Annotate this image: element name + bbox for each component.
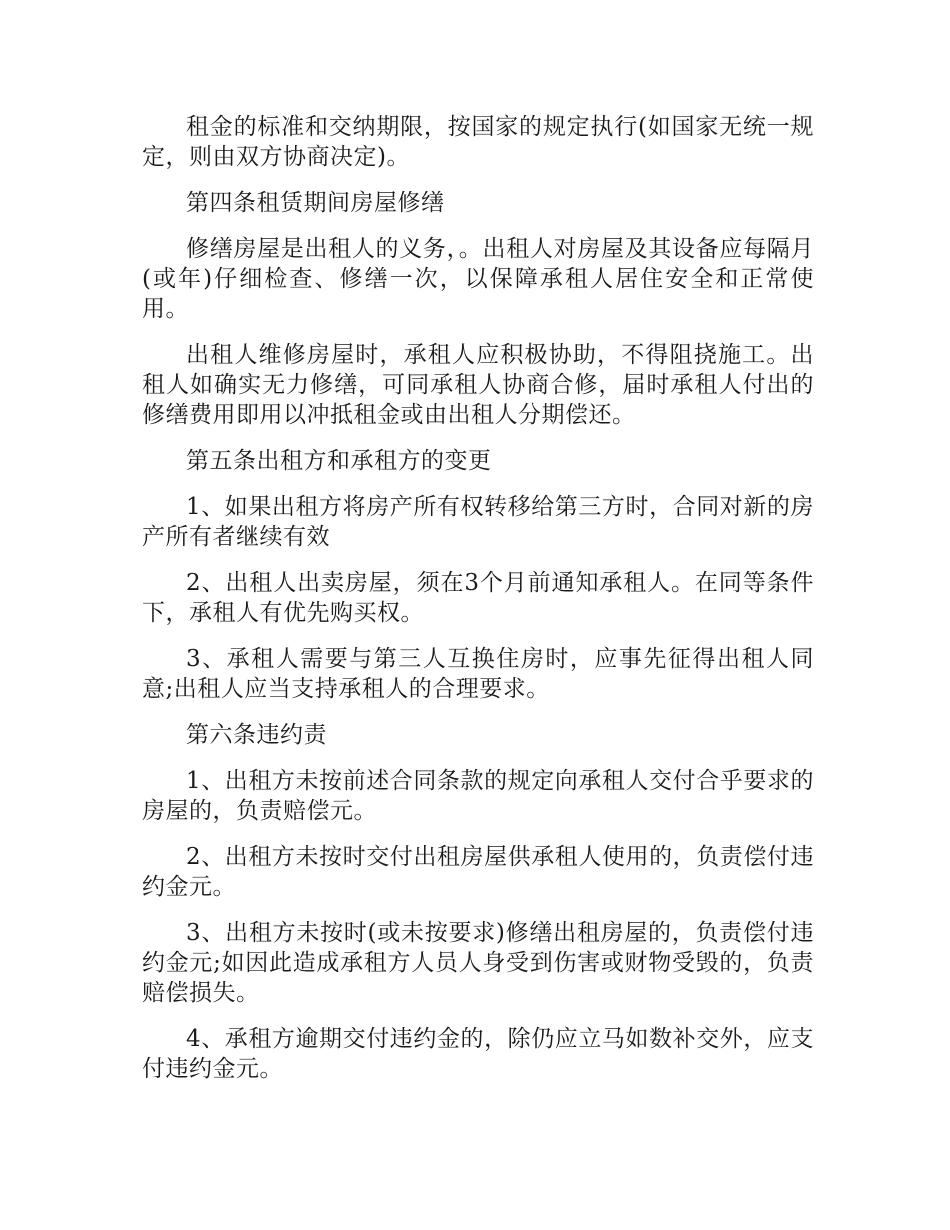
repair-duty-paragraph: 修缮房屋是出租人的义务，。出租人对房屋及其设备应每隔月(或年)仔细检查、修缮一次，以保障承租人居住安全和正常使用。 bbox=[142, 236, 814, 322]
repair-cooperation-paragraph: 出租人维修房屋时，承租人应积极协助，不得阻挠施工。出租人如确实无力修缮，可同承租人协商合修，届时承租人付出的修缮费用即用以冲抵租金或由出租人分期偿还。 bbox=[142, 342, 814, 428]
breach-clause-1: 1、出租方未按前述合同条款的规定向承租人交付合乎要求的房屋的，负责赔偿元。 bbox=[142, 768, 814, 824]
rent-standard-paragraph: 租金的标准和交纳期限，按国家的规定执行(如国家无统一规定，则由双方协商决定)。 bbox=[142, 114, 814, 170]
change-clause-1: 1、如果出租方将房产所有权转移给第三方时，合同对新的房产所有者继续有效 bbox=[142, 494, 814, 550]
breach-clause-3: 3、出租方未按时(或未按要求)修缮出租房屋的，负责偿付违约金元;如因此造成承租方人员人身受到伤害或财物受毁的，负责赔偿损失。 bbox=[142, 920, 814, 1006]
breach-clause-2: 2、出租方未按时交付出租房屋供承租人使用的，负责偿付违约金元。 bbox=[142, 844, 814, 900]
breach-clause-4: 4、承租方逾期交付违约金的，除仍应立马如数补交外，应支付违约金元。 bbox=[142, 1026, 814, 1082]
document-page bbox=[142, 112, 814, 1100]
article-six-heading: 第六条违约责 bbox=[186, 722, 327, 748]
article-four-heading: 第四条租赁期间房屋修缮 bbox=[186, 190, 445, 216]
change-clause-2: 2、出租人出卖房屋，须在3个月前通知承租人。在同等条件下，承租人有优先购买权。 bbox=[142, 570, 814, 626]
article-five-heading: 第五条出租方和承租方的变更 bbox=[186, 448, 492, 474]
change-clause-3: 3、承租人需要与第三人互换住房时，应事先征得出租人同意;出租人应当支持承租人的合理要求。 bbox=[142, 646, 814, 702]
